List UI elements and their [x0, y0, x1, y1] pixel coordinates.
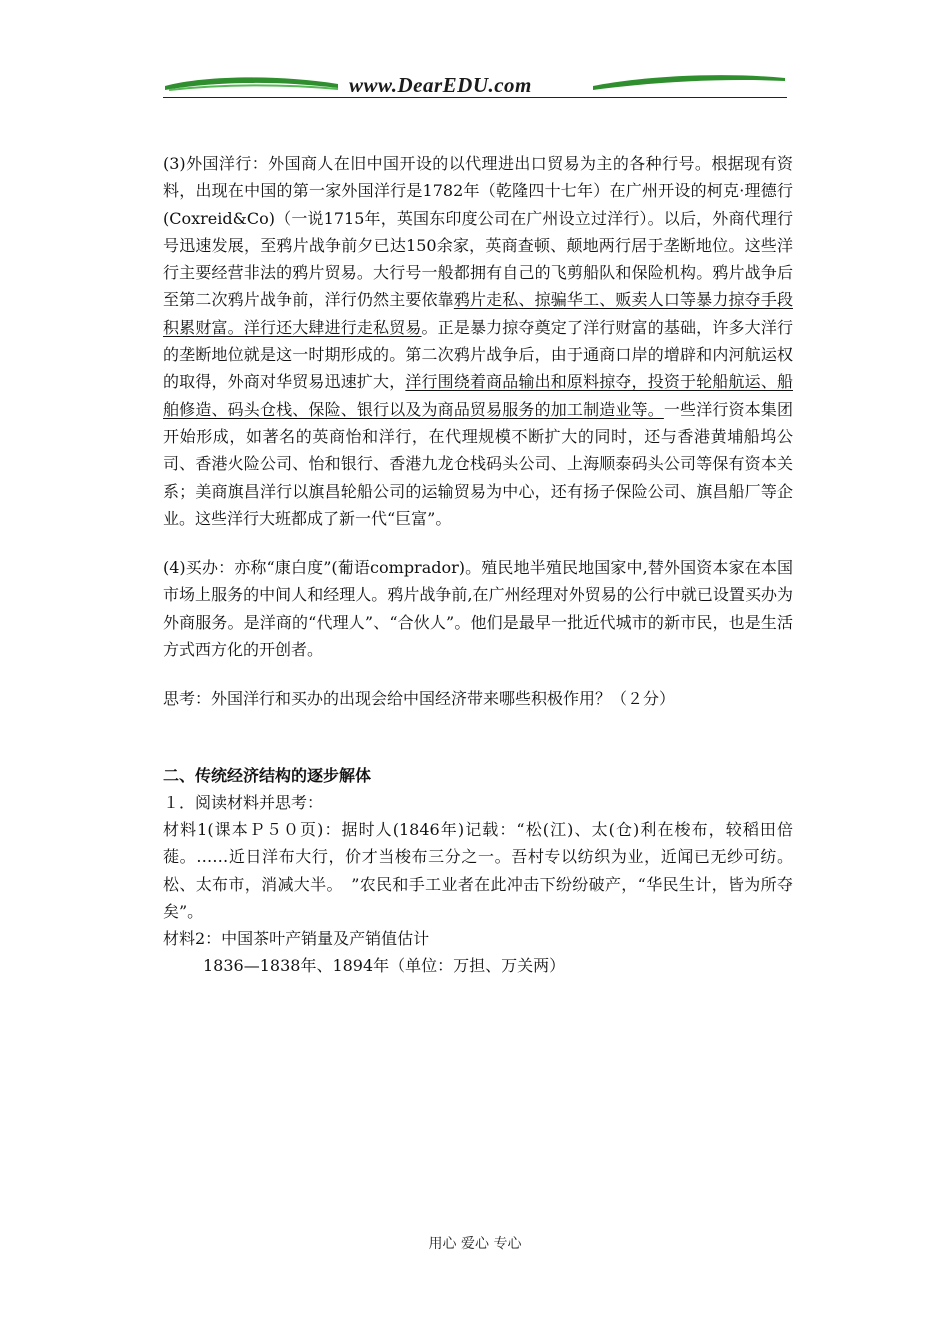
material-1-text: 材料1(课本Ｐ５０页)：据时人(1846年)记载：“松(江)、太(仓)利在梭布，较稻田倍蓰。……近日洋布大行，价才当梭布三分之一。吾村专以纺织为业，近闻已无纱可纺。松、太布市，消减大半。 ”农民和手工业者在此冲击下纷纷破产，“华民生计，皆为所夺矣”。	[163, 819, 793, 921]
question-text: 思考：外国洋行和买办的出现会给中国经济带来哪些积极作用？（２分）	[163, 689, 676, 709]
spacer	[163, 663, 793, 685]
document-body	[163, 150, 793, 980]
section-heading: 二、传统经济结构的逐步解体	[163, 765, 372, 785]
underlined-text: 鸦片走私、掠骗华工、贩卖人口等暴力掠夺手段积累财富。洋行还大肆进行走私贸易	[163, 290, 793, 337]
text-run: (3)外国洋行：外国商人在旧中国开设的以代理进出口贸易为主的各种行号。根据现有资料，出现在中国的第一家外国洋行是1782年（乾隆四十七年）在广州开设的柯克·理德行(Coxreid&Co)（一说1715年，英国东印度公司在广州设立过洋行）。以后，外商代理行号迅速发展，至鸦片战争前夕已达150余家，英商查顿、颠地两行居于垄断地位。这些洋行主要经营非法的鸦片贸易。大行号一般都拥有自己的飞剪船队和保险机构。鸦片战争后至第二次鸦片战争前，洋行仍然主要依靠	[163, 154, 793, 310]
site-logo-text: www.DearEDU.com	[345, 73, 536, 98]
spacer	[163, 713, 793, 763]
material-2-title: 材料2：中国茶叶产销量及产销值估计	[163, 929, 430, 949]
spacer	[163, 532, 793, 554]
text-run: 一些洋行资本集团开始形成，如著名的英商怡和洋行，在代理规模不断扩大的同时，还与香港黄埔船坞公司、香港火险公司、怡和银行、香港九龙仓栈码头公司、上海顺泰码头公司等保有资本关系；美商旗昌洋行以旗昌轮船公司的运输贸易为中心，还有扬子保险公司、旗昌船厂等企业。这些洋行大班都成了新一代“巨富”。	[163, 399, 793, 528]
underlined-text: 洋行围绕着商品输出和原料掠夺，投资于轮船航运、船舶修造、码头仓栈、保险、银行以及为商品贸易服务的加工制造业等。	[163, 372, 793, 419]
text-run: 。正是暴力掠夺奠定了洋行财富的基础，许多大洋行的垄断地位就是这一时期形成的。第二次鸦片战争后，由于通商口岸的增辟和内河航运权的取得，外商对华贸易迅速扩大，	[163, 317, 793, 392]
list-item-1: １．阅读材料并思考：	[163, 792, 324, 812]
paragraph-compradors: (4)买办：亦称“康白度”(葡语comprador)。殖民地半殖民地国家中,替外国资本家在本国市场上服务的中间人和经理人。鸦片战争前,在广州经理对外贸易的公行中就已设置买办为外商服务。是洋商的“代理人”、“合伙人”。他们是最早一批近代城市的新市民，也是生活方式西方化的开创者。	[163, 558, 793, 660]
header-divider	[163, 97, 787, 98]
paragraph-foreign-firms	[163, 150, 793, 532]
material-2-subtitle: 1836—1838年、1894年（单位：万担、万关两）	[203, 956, 566, 976]
site-header	[163, 64, 787, 104]
page-footer: 用心 爱心 专心	[428, 1236, 522, 1252]
